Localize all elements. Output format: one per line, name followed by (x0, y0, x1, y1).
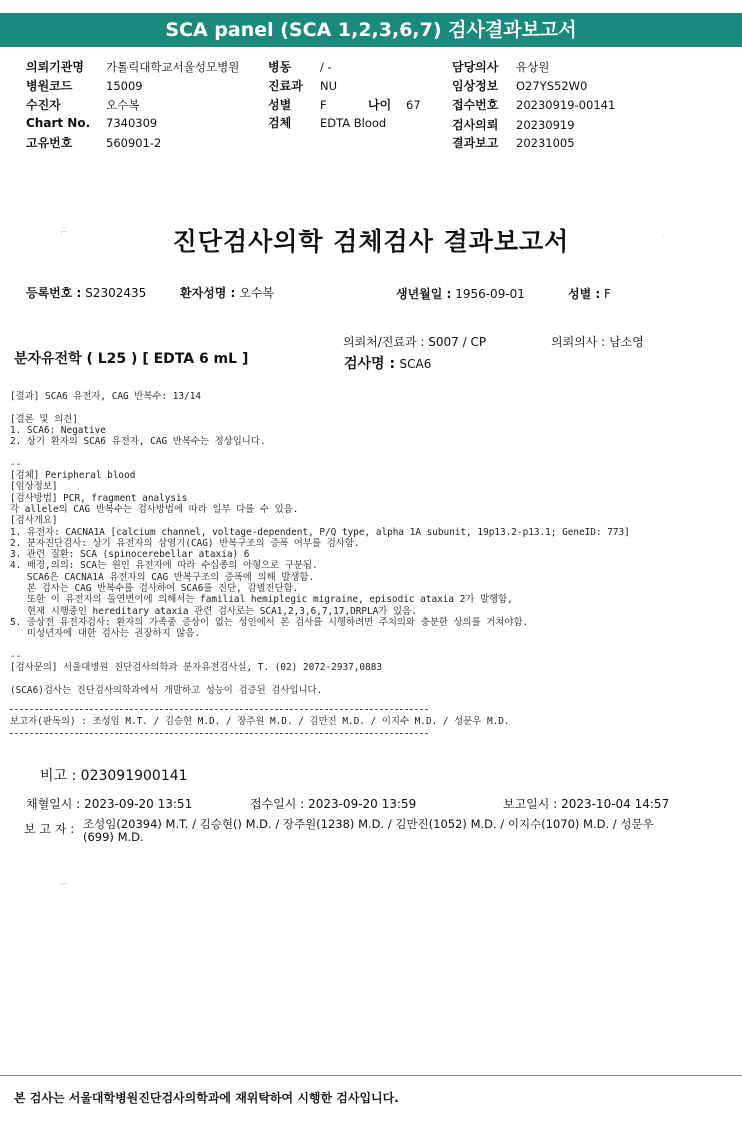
header-label: 수진자 (26, 98, 61, 112)
header-value: O27YS52W0 (516, 79, 588, 93)
header-col3-row (452, 116, 575, 133)
header-label: 성별 (268, 98, 292, 112)
test-name-label: 검사명 : (344, 356, 396, 372)
header-col3-row (452, 134, 575, 151)
doctor-value: 남소영 (609, 335, 644, 349)
dob-label: 생년월일 : (396, 287, 452, 301)
header-value: 560901-2 (106, 136, 162, 150)
header-value: 유상원 (516, 60, 550, 74)
header-label: 임상정보 (452, 79, 499, 93)
test-name-value: SCA6 (399, 357, 432, 371)
doctor-label: 의뢰의사 : (551, 335, 606, 349)
header-label: 고유번호 (26, 136, 73, 150)
registration-value: S2302435 (85, 286, 147, 300)
header-col3-row (452, 77, 587, 94)
header-value: 20231005 (516, 136, 575, 150)
watermark-mark: · (662, 232, 665, 242)
patient-name-label: 환자성명 : (180, 286, 236, 300)
patient-name (180, 284, 274, 301)
age-label: 나이 (368, 98, 392, 112)
header-label: 병동 (268, 60, 292, 74)
header-label: 병원코드 (26, 79, 73, 93)
report-time-value: 2023-10-04 14:57 (561, 797, 670, 811)
divider (10, 709, 428, 710)
header-col2-row (268, 77, 337, 94)
header-col3-row (452, 96, 615, 113)
header-value: 가톨릭대학교서울성모병원 (106, 60, 240, 74)
registration-number (26, 284, 146, 301)
header-label: 결과보고 (452, 136, 499, 150)
header-value: 7340309 (106, 116, 158, 130)
remark (40, 765, 188, 785)
test-name (344, 353, 431, 373)
watermark-mark: ⌐ (60, 880, 68, 890)
reporter-line-2: (699) M.D. (83, 830, 144, 844)
reporter-line-1: 조성임(20394) M.T. / 김승현() M.D. / 장주원(1238) M.D. / 김만진(1052) M.D. / 이지수(1070) M.D. / 성문우 (83, 817, 654, 831)
header-label: 진료과 (268, 79, 303, 93)
requester-label: 의뢰처/진료과 : (343, 335, 425, 349)
header-label: 의뢰기관명 (26, 60, 84, 74)
sex-label: 성별 : (568, 287, 601, 301)
receipt-value: 2023-09-20 13:59 (308, 797, 417, 811)
remark-label: 비고 : (40, 768, 77, 784)
header-col1-row (26, 58, 239, 75)
header-col2-row (268, 58, 332, 75)
requesting-doctor (551, 333, 644, 350)
header-value: / - (320, 60, 332, 74)
header-col1-row (26, 96, 139, 113)
header-value: NU (320, 79, 338, 93)
report-time (503, 795, 669, 812)
date-of-birth (396, 285, 525, 302)
watermark-mark: ⌐ (60, 228, 68, 238)
patient-name-value: 오수복 (239, 286, 274, 300)
collection-label: 채혈일시 : (26, 797, 81, 811)
sex (568, 285, 611, 302)
header-label: 담당의사 (452, 60, 499, 74)
header-label: Chart No. (26, 116, 91, 130)
dob-value: 1956-09-01 (455, 287, 525, 301)
header-value: 20230919 (516, 118, 575, 132)
sex-value: F (604, 287, 611, 301)
header-value: 20230919-00141 (516, 98, 616, 112)
requester-value: S007 / CP (428, 335, 487, 349)
header-value: 오수복 (106, 98, 140, 112)
age-value: 67 (406, 98, 421, 112)
header-col1-row (26, 116, 157, 130)
header-col2-row (268, 96, 421, 113)
footer-divider (0, 1075, 742, 1076)
header-label: 접수번호 (452, 98, 499, 112)
collection-value: 2023-09-20 13:51 (84, 797, 193, 811)
report-banner-title: SCA panel (SCA 1,2,3,6,7) 검사결과보고서 (0, 13, 742, 47)
divider (10, 733, 428, 734)
requester (343, 333, 486, 350)
report-title: 진단검사의학 검체검사 결과보고서 (172, 227, 570, 256)
collection-time (26, 795, 192, 812)
report-body-text: [결과] SCA6 유전자, CAG 반복수: 13/14 [결론 및 의견] 1. SCA6: Negative 2. 상기 환자의 SCA6 유전자, CAG 반복수는 정상입니다. -- [검체] Peripheral blood [임상정보] [검사방법] PCR, fragment analysis 각 allele의 CAG 반복수는 검사방법에 따라 일부 다를 수 있음. [검사개요] 1. 유전자: CACNA1A [calcium channel, voltage-dependent, P/Q type, alpha 1A subunit, 19p13.2-p13.1; GeneID: 773] 2. 분자진단검사: 상기 유전자의 삼염기(CAG) 반복구조의 증폭 여부를 검사함. 3. 관련 질환: SCA (spinocerebellar ataxia) 6 4. 배경,의의: SCA는 원인 유전자에 따라 수십종의 아형으로 구분됨. SCA6은 CACNA1A 유전자의 CAG 반복구조의 증폭에 의해 발생함. 본 검사는 CAG 반복수를 검사하여 SCA6를 진단, 감별진단함. 또한 이 유전자의 돌연변이에 의해서는 familial hemiplegic migraine, episodic ataxia 2가 발행함, 현재 시행중인 hereditary ataxia 관련 검사로는 SCA1,2,3,6,7,17,DRPLA가 있음. 5. 증상전 유전자검사: 환자의 가족중 증상이 없는 성인에서 본 검사를 시행하려면 주치의와 충분한 상의를 거쳐야함. 미성년자에 대한 검사는 권장하지 않음. -- [검사문의] 서울대병원 진단검사의학과 분자유전검사실, T. (02) 2072-2937,0883 (SCA6)검사는 진단검사의학과에서 개발하고 성능이 검증된 검사입니다. (10, 391, 630, 696)
reporters-line: 보고자(판독의) : 조성임 M.T. / 김승현 M.D. / 장주원 M.D. / 김만진 M.D. / 이지수 M.D. / 성문우 M.D. (10, 716, 510, 727)
header-col1-row (26, 77, 143, 94)
section-title: 분자유전학 ( L25 ) [ EDTA 6 mL ] (14, 351, 249, 367)
header-value: EDTA Blood (320, 116, 387, 130)
footer-note: 본 검사는 서울대학병원진단검사의학과에 재위탁하여 시행한 검사입니다. (14, 1091, 399, 1105)
receipt-label: 접수일시 : (250, 797, 305, 811)
report-time-label: 보고일시 : (503, 797, 558, 811)
remark-value: 023091900141 (80, 768, 188, 784)
reporter-label: 보 고 자 : (24, 822, 75, 836)
header-col1-row (26, 134, 161, 151)
receipt-time (250, 795, 416, 812)
registration-label: 등록번호 : (26, 286, 82, 300)
header-value: 15009 (106, 79, 143, 93)
header-col2-row (268, 114, 386, 131)
header-value: F (320, 98, 327, 112)
header-label: 검체 (268, 116, 292, 130)
header-label: 검사의뢰 (452, 118, 499, 132)
header-col3-row (452, 58, 549, 75)
